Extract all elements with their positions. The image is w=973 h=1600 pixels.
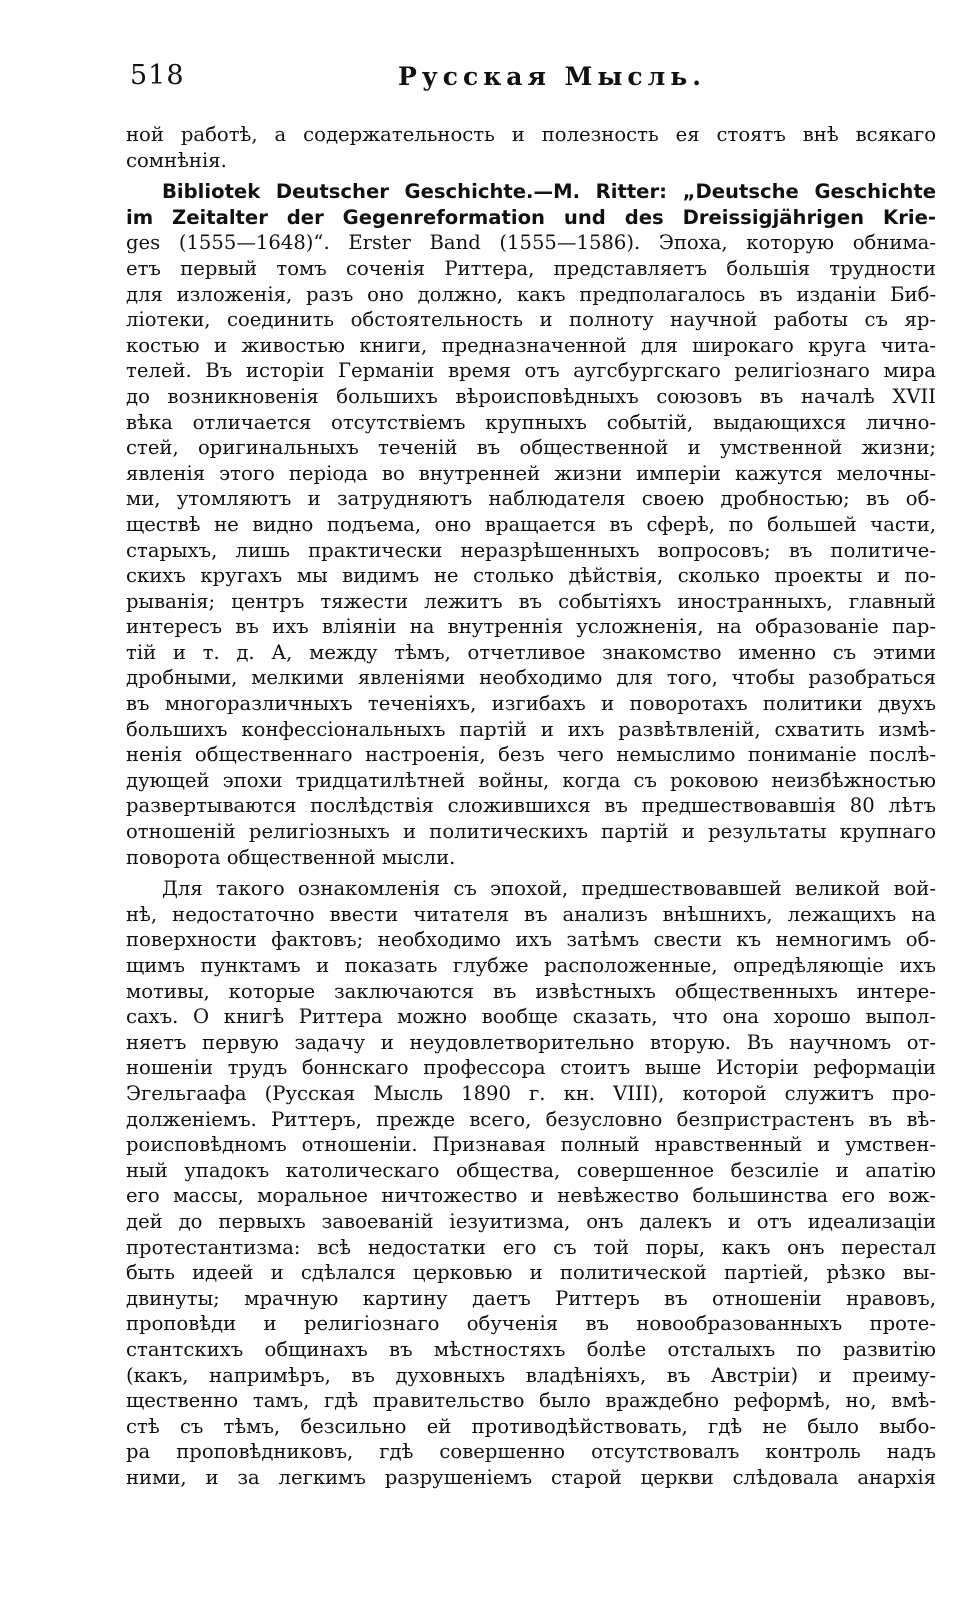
text-line: для изложенія, разъ оно должно, какъ предполагалось въ изданіи Биб- [126, 282, 936, 306]
text-line: мотивы, которые заключаются въ извѣстныхъ общественныхъ интере- [126, 979, 936, 1003]
text-line: стѣ съ тѣмъ, безсильно ей противодѣйствовать, гдѣ не было выбо- [126, 1414, 936, 1438]
text-line: тій и т. д. А, между тѣмъ, отчетливое знакомство именно съ этими [126, 640, 936, 664]
paragraph [126, 876, 936, 1490]
text-line: ми, утомляютъ и затрудняютъ наблюдателя своею дробностью; въ об- [126, 487, 936, 511]
text-line: сахъ. О книгѣ Риттера можно вообще сказать, что она хорошо выпол- [126, 1005, 936, 1029]
page-header [126, 52, 933, 102]
text-line: развертываются послѣдствія сложившихся въ предшествовавшія 80 лѣтъ [126, 794, 936, 818]
text-line: долженіемъ. Риттеръ, прежде всего, безусловно безпристрастенъ въ вѣ- [126, 1107, 936, 1131]
text-line: ный упадокъ католическаго общества, совершенное безсиліе и апатію [126, 1158, 936, 1182]
body-text [126, 122, 936, 1490]
text-line: Bibliotek Deutscher Geschichte.—M. Ritter: „Deutsche Geschichte [162, 180, 936, 204]
paragraph [126, 122, 936, 173]
text-line: нѣ, недостаточно ввести читателя въ анализъ внѣшнихъ, лежащихъ на [126, 902, 936, 926]
text-line: поверхности фактовъ; необходимо ихъ затѣмъ свести къ немногимъ об- [126, 928, 936, 952]
text-line: быть идеей и сдѣлался церковью и политической партіей, рѣзко вы- [126, 1261, 936, 1285]
text-line: ра проповѣдниковъ, гдѣ совершенно отсутствовалъ контроль надъ [126, 1440, 936, 1464]
text-line: щимъ пунктамъ и показать глубже расположенные, опредѣляющіе ихъ [126, 954, 936, 977]
text-line: протестантизма: всѣ недостатки его съ той поры, какъ онъ перестал [126, 1235, 936, 1259]
text-line: Эгельгаафа (Русская Мысль 1890 г. кн. VIII), которой служитъ про- [126, 1081, 936, 1105]
text-line: ними, и за легкимъ разрушеніемъ старой церкви слѣдовала анархія [126, 1465, 936, 1489]
text-line: (какъ, напримѣръ, въ духовныхъ владѣніяхъ, въ Австріи) и преиму- [126, 1363, 936, 1387]
text-line: роисповѣдномъ отношеніи. Признавая полный нравственный и умствен- [126, 1133, 936, 1157]
text-line: явленія этого періода во внутренней жизни имперіи кажутся мелочны- [126, 461, 936, 485]
text-line: Для такого ознакомленія съ эпохой, предшествовавшей великой вой- [162, 877, 936, 901]
text-line: сомнѣнія. [126, 148, 227, 172]
paragraph [126, 179, 936, 870]
text-line: щественно тамъ, гдѣ правительство было враждебно реформѣ, но, вмѣ- [126, 1389, 936, 1413]
text-line: отношеній религіозныхъ и политическихъ партій и результаты крупнаго [126, 820, 936, 844]
text-line: большихъ конфессіональныхъ партій и ихъ развѣтвленій, схватить измѣ- [126, 717, 936, 741]
text-line: телей. Въ исторіи Германіи время отъ аугсбургскаго религіознаго мира [126, 359, 936, 383]
text-line: няетъ первую задачу и неудовлетворительно вторую. Въ научномъ от- [126, 1030, 936, 1054]
text-line: етъ первый томъ соченія Риттера, представляетъ большія трудности [126, 256, 936, 280]
text-line: ges (1555—1648)“. Erster Band (1555—1586). Эпоха, которую обнима- [126, 231, 936, 255]
text-line: вѣка отличается отсутствіемъ крупныхъ событій, выдающихся лично- [126, 410, 936, 434]
text-line: двинуты; мрачную картину даетъ Риттеръ въ отношеніи нравовъ, [126, 1286, 936, 1310]
text-line: ной работѣ, а содержательность и полезность ея стоятъ внѣ всякаго [126, 123, 936, 146]
text-line: костью и живостью книги, предназначенной для широкаго круга чита- [126, 333, 936, 357]
text-line: интересъ въ ихъ вліяніи на внутреннія усложненія, на образованіе пар- [126, 615, 936, 639]
text-line: ліотеки, соединить обстоятельность и полноту научной работы съ яр- [126, 308, 936, 332]
text-line: стей, оригинальныхъ теченій въ общественной и умственной жизни; [126, 436, 936, 460]
text-line: дующей эпохи тридцатилѣтней войны, когда съ роковою неизбѣжностью [126, 768, 936, 792]
text-line: проповѣди и религіознаго обученія въ новообразованныхъ проте- [126, 1312, 936, 1336]
text-line: ношеніи трудъ боннскаго профессора стоитъ выше Исторіи реформаціи [126, 1056, 936, 1080]
text-line: скихъ кругахъ мы видимъ не столько дѣйствія, сколько проекты и по- [126, 564, 936, 588]
text-line: стантскихъ общинахъ въ мѣстностяхъ болѣе отсталыхъ по развитію [126, 1337, 936, 1361]
text-line: ществѣ не видно подъема, оно вращается въ сферѣ, по большей части, [126, 512, 936, 536]
text-line: im Zeitalter der Gegenreformation und des Dreissigjährigen Krie- [126, 205, 936, 229]
text-line: до возникновенія большихъ вѣроисповѣдныхъ союзовъ въ началѣ XVII [126, 384, 936, 408]
text-line: въ многоразличныхъ теченіяхъ, изгибахъ и поворотахъ политики двухъ [126, 692, 936, 716]
text-line: поворота общественной мысли. [126, 845, 456, 869]
text-line: рыванія; центръ тяжести лежитъ въ событіяхъ иностранныхъ, главный [126, 589, 936, 613]
text-line: старыхъ, лишь практически неразрѣшенныхъ вопросовъ; въ политиче- [126, 538, 936, 562]
running-title: Русская Мысль. [398, 62, 706, 91]
text-line: ненія общественнаго настроенія, безъ чего немыслимо пониманіе послѣ- [126, 743, 936, 767]
page-number: 518 [130, 60, 185, 91]
text-line: дей до первыхъ завоеваній іезуитизма, онъ далекъ и отъ идеализаціи [126, 1209, 936, 1233]
text-line: дробными, мелкими явленіями необходимо для того, чтобы разобраться [126, 666, 936, 690]
text-line: его массы, моральное ничтожество и невѣжество большинства его вож- [126, 1184, 936, 1208]
